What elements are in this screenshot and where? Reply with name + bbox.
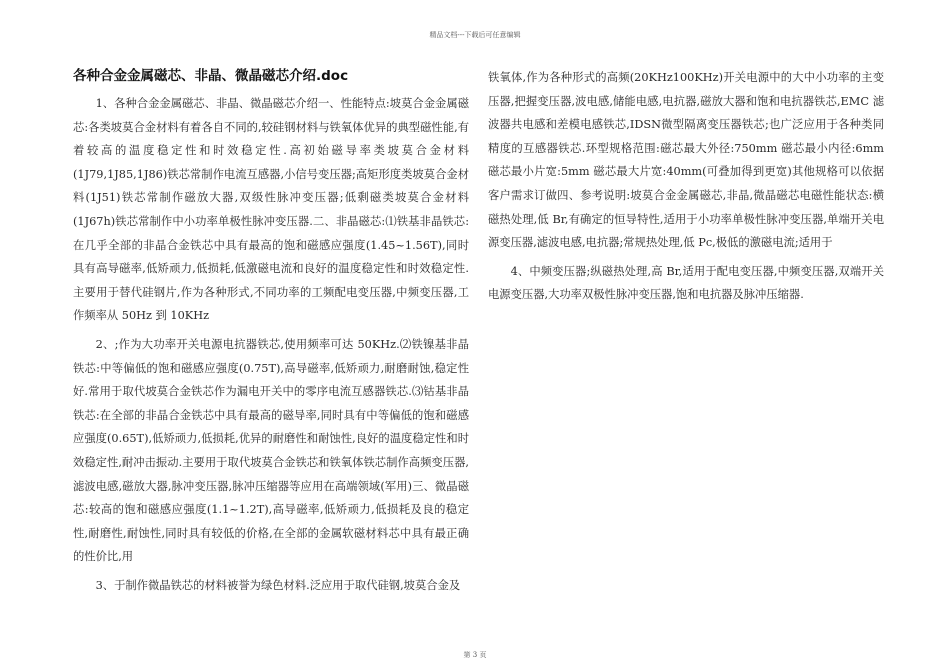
paragraph-3-continued: 铁氧体,作为各种形式的高频(20KHz100KHz)开关电源中的大中小功率的主变压器,把握变压器,波电感,储能电感,电抗器,磁放大器和饱和电抗器铁芯,EMC 滤波器共电感和差模电感铁芯,IDSN微型隔离变压器铁芯;也广泛应用于各种类同精度的互感器铁芯.环型规格范围:磁芯最大外径:750mm 磁芯最小内径:6mm 磁芯最小片宽:5mm 磁芯最大片宽:40mm(可叠加得到更宽)其他规格可以依据客户需求订做四、参考说明:坡莫合金金属磁芯,非晶,微晶磁芯电磁性能状态:横磁热处理,低 Br,有确定的恒导特性,适用于小功率单极性脉冲变压器,单端开关电源变压器,滤波电感,电抗器;常规热处理,低 Pc,极低的激磁电流;适用于 xyxy=(488,71,884,250)
paragraph-1: 1、各种合金金属磁芯、非晶、微晶磁芯介绍一、性能特点:坡莫合金金属磁芯:各类坡莫合金材料有着各自不同的,较硅钢材料与铁氧体优异的典型磁性能,有着较高的温度稳定性和时效稳定性.高初始磁导率类坡莫合金材料(1J79,1J85,1J86)铁芯常制作电流互感器,小信号变压器;高矩形度类坡莫合金材料(1J51)铁芯常制作磁放大器,双级性脉冲变压器;低剩磁类坡莫合金材料(1J67h)铁芯常制作中小功率单极性脉冲变压器.二、非晶磁芯:⑴铁基非晶铁芯:在几乎全部的非晶合金铁芯中具有最高的饱和磁感应强度(1.45~1.56T),同时具有高导磁率,低矫顽力,低损耗,低激磁电流和良好的温度稳定性和时效稳定性.主要用于替代硅钢片,作为各种形式,不同功率的工频配电变压器,中频变压器,工作频率从 50Hz 到 10KHz xyxy=(73,97,469,323)
document-title: 各种合金金属磁芯、非晶、微晶磁芯介绍.doc xyxy=(73,68,349,84)
right-column xyxy=(488,66,884,307)
paragraph-4: 4、中频变压器;纵磁热处理,高 Br,适用于配电变压器,中频变压器,双端开关电源变压器,大功率双极性脉冲变压器,饱和电抗器及脉冲压缩器. xyxy=(488,264,884,302)
paragraph-3: 3、于制作微晶铁芯的材料被誉为绿色材料.泛应用于取代硅钢,坡莫合金及 xyxy=(95,578,461,592)
page-header: 精品文档---下载后可任意编辑 xyxy=(429,31,521,39)
page-footer: 第 3 页 xyxy=(463,651,487,659)
left-column xyxy=(73,66,469,597)
paragraph-2: 2、;作为大功率开关电源电抗器铁芯,使用频率可达 50KHz.⑵铁镍基非晶铁芯:中等偏低的饱和磁感应强度(0.75T),高导磁率,低矫顽力,耐磨耐蚀,稳定性好.常用于取代坡莫合金铁芯作为漏电开关中的零序电流互感器铁芯.⑶钴基非晶铁芯:在全部的非晶合金铁芯中具有最高的磁导率,同时具有中等偏低的饱和磁感应强度(0.65T),低矫顽力,低损耗,优异的耐磨性和耐蚀性,良好的温度稳定性和时效稳定性,耐冲击振动.主要用于取代坡莫合金铁芯和铁氧体铁芯制作高频变压器,滤波电感,磁放大器,脉冲变压器,脉冲压缩器等应用在高端领域(军用)三、微晶磁芯:较高的饱和磁感应强度(1.1~1.2T),高导磁率,低矫顽力,低损耗及良的稳定性,耐磨性,耐蚀性,同时具有较低的价格,在全部的金属软磁材料芯中具有最正确的性价比,用 xyxy=(73,337,469,564)
